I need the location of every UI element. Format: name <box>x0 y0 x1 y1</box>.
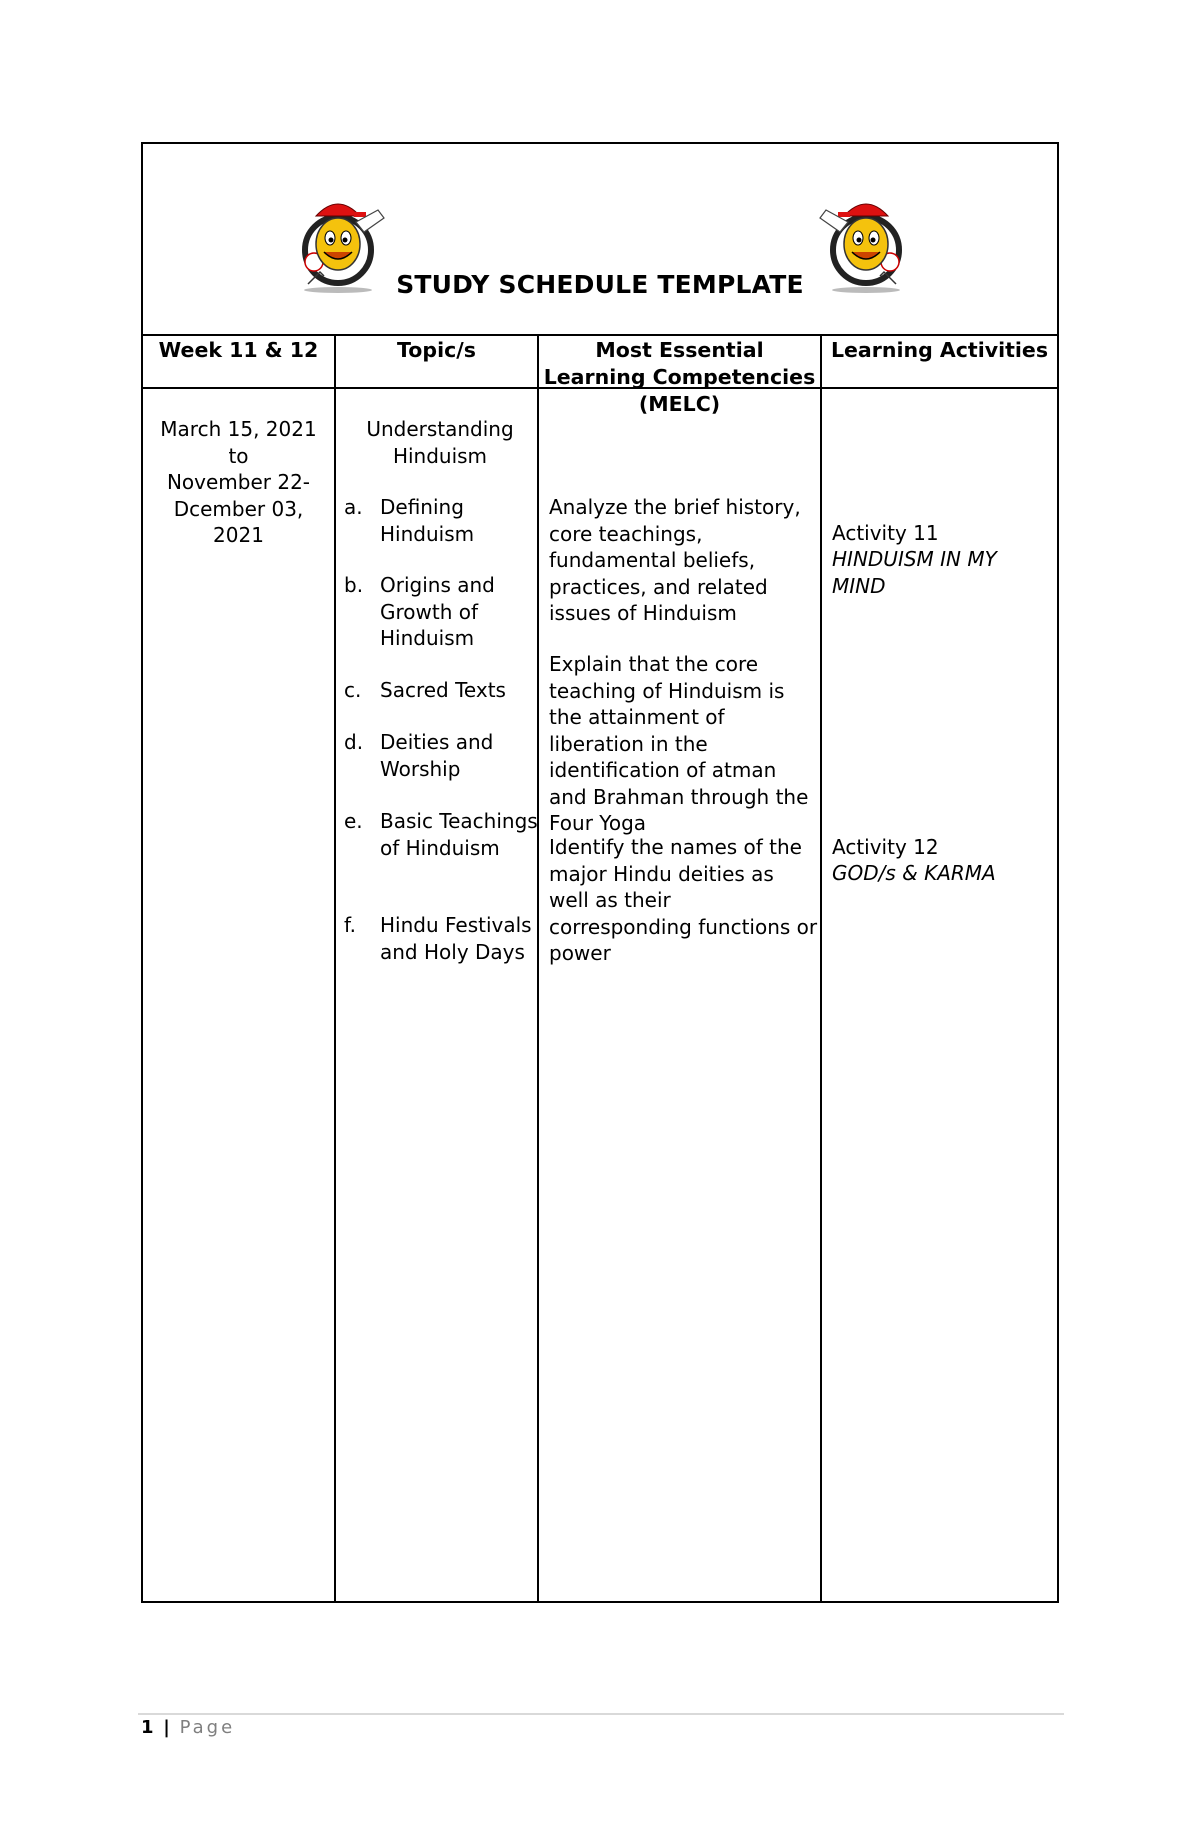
page-number: 1 <box>141 1717 154 1738</box>
header-week: Week 11 & 12 <box>158 338 319 362</box>
footer-rule <box>138 1713 1064 1715</box>
date-line: to <box>228 443 249 468</box>
header-top-rule <box>141 334 1059 336</box>
activity-label: Activity 12 <box>832 835 939 859</box>
list-item-text: Origins and Growth of Hinduism <box>380 573 495 650</box>
list-item-text: Hindu Festivals and Holy Days <box>380 913 532 964</box>
date-range <box>143 416 334 549</box>
melc-item: Identify the names of the major Hindu deities as well as their corresponding functions or power <box>549 835 818 965</box>
list-item-letter: c. <box>344 678 362 702</box>
list-item <box>344 912 540 965</box>
list-item <box>344 729 540 782</box>
date-line: Dcember 03, <box>173 496 304 521</box>
list-item-text: Defining Hinduism <box>380 495 475 546</box>
list-item <box>344 677 540 704</box>
date-line: March 15, 2021 <box>160 417 317 441</box>
list-item-letter: d. <box>344 730 364 754</box>
list-item-text: Sacred Texts <box>380 678 506 702</box>
header-melc: Most Essential Learning Competencies (MELC) <box>543 338 816 416</box>
list-item <box>344 808 540 861</box>
melc-item: Explain that the core teaching of Hinduism is the attainment of liberation in the identification of atman and Brahman through the Four Yoga <box>549 652 809 835</box>
activity-title: GOD/s & KARMA <box>832 861 996 885</box>
date-line: 2021 <box>213 523 264 547</box>
header-topics: Topic/s <box>397 338 476 362</box>
date-line: November 22- <box>166 470 311 494</box>
footer-separator: | <box>163 1717 170 1738</box>
page-footer <box>141 1717 235 1738</box>
topic-heading: Understanding Hinduism <box>366 417 514 468</box>
list-item <box>344 494 540 547</box>
list-item <box>344 572 540 652</box>
document-title: STUDY SCHEDULE TEMPLATE <box>396 270 804 299</box>
column-divider-3 <box>820 334 822 1603</box>
page-label: Page <box>179 1717 236 1738</box>
list-item-text: Basic Teachings of Hinduism <box>380 809 538 860</box>
activity-title: HINDUISM IN MY MIND <box>832 547 997 598</box>
list-item-text: Deities and Worship <box>380 730 494 781</box>
list-item-letter: e. <box>344 809 363 833</box>
header-activities: Learning Activities <box>830 338 1049 362</box>
melc-item: Analyze the brief history, core teachings, fundamental beliefs, practices, and related issues of Hinduism <box>549 495 801 625</box>
activity-label: Activity 11 <box>832 521 939 545</box>
column-divider-1 <box>334 334 336 1603</box>
list-item-letter: a. <box>344 495 363 519</box>
list-item-letter: f. <box>344 913 356 937</box>
list-item-letter: b. <box>344 573 364 597</box>
